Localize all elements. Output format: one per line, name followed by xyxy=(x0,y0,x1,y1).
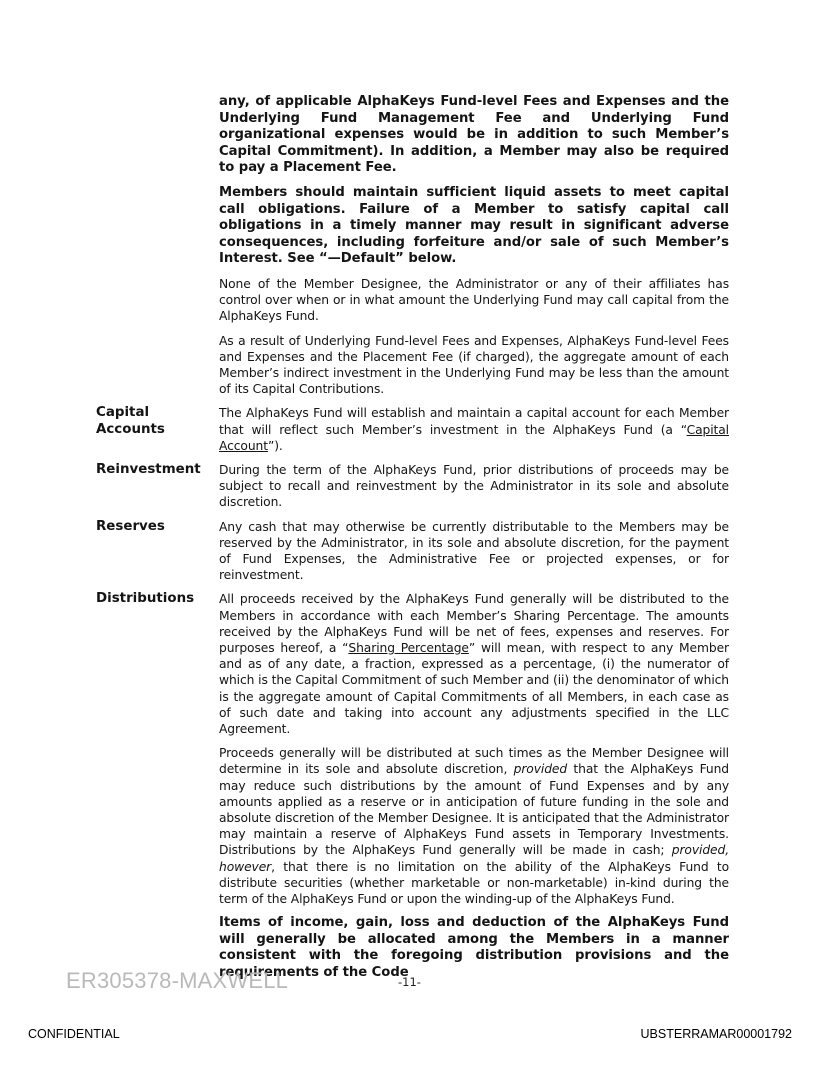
section-label: Distributions xyxy=(96,591,195,607)
paragraph xyxy=(219,405,729,454)
defined-term: Capital Account xyxy=(219,422,729,453)
section-body xyxy=(219,591,729,989)
paragraph xyxy=(219,591,729,737)
text-run: All proceeds received by the AlphaKeys Fund generally will be distributed to the Members in accordance with each Member’s Sharing Percentage. The amounts received by the AlphaKeys Fund will be net of fees, expenses and reserves. For purposes hereof, a “ xyxy=(219,592,729,655)
italic-term: provided xyxy=(513,762,568,777)
section-reinvestment xyxy=(96,462,730,519)
confidential-label: CONFIDENTIAL xyxy=(28,1027,120,1041)
section-capital-accounts xyxy=(96,405,730,462)
paragraph: During the term of the AlphaKeys Fund, prior distributions of proceeds may be subject to recall and reinvestment by the Administrator in its sole and absolute discretion. xyxy=(219,462,729,510)
bold-paragraph: Items of income, gain, loss and deduction of the AlphaKeys Fund will generally be allocated among the Members in a manner consistent with the foregoing distribution provisions and the requirements of the Code xyxy=(219,915,729,981)
text-run: ”). xyxy=(267,438,283,453)
watermark: ER305378-MAXWELL xyxy=(66,968,289,993)
section-reserves xyxy=(96,519,730,592)
paragraph xyxy=(219,745,729,907)
paragraph: None of the Member Designee, the Administrator or any of their affiliates has control over when or in what amount the Underlying Fund may call capital from the AlphaKeys Fund. xyxy=(219,276,729,324)
text-run: ” will mean, with respect to any Member and as of any date, a fraction, expressed as a percentage, (i) the numerator of which is the Capital Commitment of such Member and (ii) the denominator of which is the aggregate amount of Capital Commitments of all Members, in each case as of such date and taking into account any adjustments specified in the LLC Agreement. xyxy=(219,641,729,737)
bold-paragraph: any, of applicable AlphaKeys Fund-level Fees and Expenses and the Underlying Fund Management Fee and Underlying Fund organizational expenses would be in addition to such Member’s Capital Commitment). In addition, a Member may also be required to pay a Placement Fee. xyxy=(219,94,729,176)
text-run: The AlphaKeys Fund will establish and maintain a capital account for each Member that will reflect such Member’s investment in the AlphaKeys Fund (a “ xyxy=(219,406,729,437)
paragraph: As a result of Underlying Fund-level Fees and Expenses, AlphaKeys Fund-level Fees and Expenses and the Placement Fee (if charged), the aggregate amount of each Member’s indirect investment in the Underlying Fund may be less than the amount of its Capital Contributions. xyxy=(219,333,729,397)
capital-call-warning xyxy=(219,185,729,268)
section-body xyxy=(219,519,729,592)
defined-term: Sharing Percentage xyxy=(348,641,469,655)
section-label: Reserves xyxy=(96,518,165,534)
section-body xyxy=(219,405,729,462)
section-label: Capital Accounts xyxy=(96,405,165,437)
section-distributions xyxy=(96,591,730,989)
italic-term: provided, however xyxy=(219,843,729,874)
text-run: that the AlphaKeys Fund may reduce such distributions by the amount of Fund Expenses and by any amounts applied as a reserve or in anticipation of future funding in the sole and absolute discretion of the Member Designee. It is anticipated that the Administrator may maintain a reserve of AlphaKeys Fund assets in Temporary Investments. Distributions by the AlphaKeys Fund generally will be made in cash; xyxy=(219,762,729,858)
text-run: , that there is no limitation on the ability of the AlphaKeys Fund to distribute securities (whether marketable or non-marketable) in-kind during the term of the AlphaKeys Fund or upon the winding-up of the AlphaKeys Fund. xyxy=(219,859,729,907)
section-body xyxy=(219,94,729,405)
section-continuation xyxy=(96,94,730,405)
document-content xyxy=(96,94,730,990)
section-body xyxy=(219,462,729,519)
bates-number: UBSTERRAMAR00001792 xyxy=(640,1027,792,1041)
page-number: -11- xyxy=(398,975,421,989)
default-reference: —Default xyxy=(327,251,396,267)
warning-text-end: ” below. xyxy=(395,251,457,267)
text-run: Proceeds generally will be distributed at such times as the Member Designee will determine in its sole and absolute discretion, xyxy=(219,746,729,777)
warning-text: Members should maintain sufficient liquid assets to meet capital call obligations. Failure of a Member to satisfy capital call obligations in a timely manner may result in significant adverse consequences, including forfeiture and/or sale of such Member’s Interest. See “ xyxy=(219,184,729,267)
section-label: Reinvestment xyxy=(96,461,201,477)
paragraph: Any cash that may otherwise be currently distributable to the Members may be reserved by the Administrator, in its sole and absolute discretion, for the payment of Fund Expenses, the Administrative Fee or projected expenses, or for reinvestment. xyxy=(219,519,729,583)
